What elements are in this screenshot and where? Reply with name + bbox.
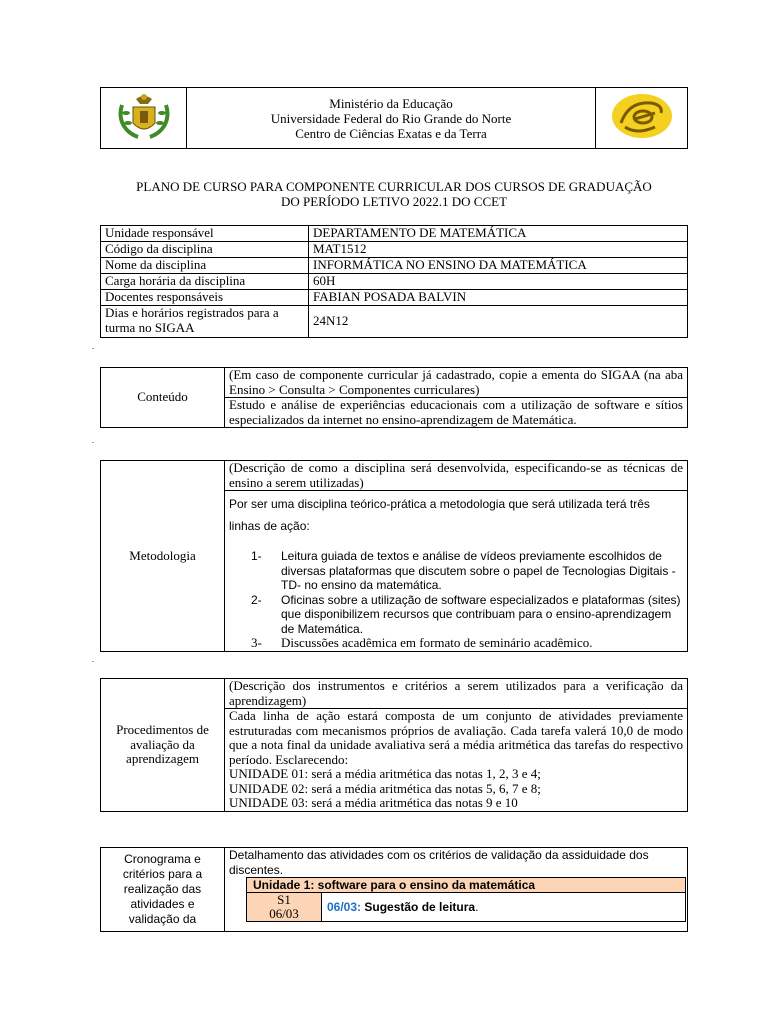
info-value: DEPARTAMENTO DE MATEMÁTICA [309, 226, 688, 242]
left-logo-cell [101, 88, 187, 149]
avaliacao-label: Procedimentos de avaliação da aprendizagem [101, 679, 225, 812]
activity-end: . [475, 900, 479, 914]
title-line-1: PLANO DE CURSO PARA COMPONENTE CURRICULAR DOS CURSOS DE GRADUAÇÃO [136, 179, 652, 194]
avaliacao-text: Cada linha de ação estará composta de um conjunto de atividades previamente estruturadas com mecanismos próprios de avaliação. Cada tarefa valerá 10,0 de modo que a nota final da unidade avaliativa será a média aritmética das tarefas do respectivo período. Esclarecendo: [229, 708, 683, 767]
metodologia-label: Metodologia [101, 461, 225, 652]
cronograma-label: Cronograma e critérios para a realização das atividades e validação da [101, 848, 225, 932]
metodologia-table [100, 460, 688, 652]
info-row [101, 258, 688, 274]
cronograma-table [100, 847, 688, 932]
info-row [101, 290, 688, 306]
info-row [101, 226, 688, 242]
info-row [101, 274, 688, 290]
conteudo-label: Conteúdo [101, 368, 225, 428]
info-row [101, 242, 688, 258]
ministry-name: Ministério da Educação [329, 95, 453, 111]
list-text: Leitura guiada de textos e análise de vídeos previamente escolhidos de diversas plataformas que discutem sobre o papel de Tecnologias Digitais -TD- no ensino da matemática. [281, 549, 676, 592]
info-value: 24N12 [309, 306, 688, 338]
info-label: Nome da disciplina [101, 258, 309, 274]
list-item [229, 636, 683, 651]
info-value: MAT1512 [309, 242, 688, 258]
metodologia-list [229, 549, 683, 651]
activity-cell [322, 893, 686, 922]
institution-name-cell [187, 88, 596, 149]
course-info-table [100, 225, 688, 338]
avaliacao-unit-2: UNIDADE 02: será a média aritmética das notas 5, 6, 7 e 8; [229, 780, 541, 796]
session-cell [247, 893, 322, 922]
info-label: Docentes responsáveis [101, 290, 309, 306]
avaliacao-hint: (Descrição dos instrumentos e critérios a serem utilizados para a verificação da aprendizagem) [225, 679, 688, 709]
info-label: Carga horária da disciplina [101, 274, 309, 290]
list-number: 1- [251, 549, 262, 563]
paragraph-mark: . [92, 436, 94, 445]
info-value: 60H [309, 274, 688, 290]
metodologia-body [225, 491, 688, 652]
avaliacao-unit-3: UNIDADE 03: será a média aritmética das notas 9 e 10 [229, 795, 518, 810]
session-code: S1 [277, 892, 291, 907]
activity-text: Sugestão de leitura [364, 900, 476, 914]
info-label: Código da disciplina [101, 242, 309, 258]
document-title [100, 179, 688, 209]
institution-header [100, 87, 688, 149]
list-text: Discussões acadêmica em formato de seminário acadêmico. [281, 635, 593, 650]
list-item [229, 593, 683, 637]
cronograma-hint: Detalhamento das atividades com os critérios de validação da assiduidade dos discentes. [229, 848, 649, 877]
info-label: Dias e horários registrados para a turma no SIGAA [101, 306, 309, 338]
avaliacao-body [225, 709, 688, 812]
paragraph-mark: . [92, 342, 94, 351]
right-logo-cell [596, 88, 688, 149]
unit-title: Unidade 1: software para o ensino da matemática [247, 878, 686, 893]
metodologia-intro: Por ser uma disciplina teórico-prática a metodologia que será utilizada terá três linhas de ação: [229, 497, 650, 533]
ccet-logo-icon [609, 89, 675, 143]
session-date: 06/03 [269, 906, 299, 921]
metodologia-hint: (Descrição de como a disciplina será desenvolvida, especificando-se as técnicas de ensino a serem utilizadas) [225, 461, 688, 491]
info-row [101, 306, 688, 338]
info-value: FABIAN POSADA BALVIN [309, 290, 688, 306]
list-text: Oficinas sobre a utilização de software especializados e plataformas (sites) que disponibilizem recursos que contribuam para o ensino-aprendizagem de Matemática. [281, 592, 681, 636]
avaliacao-unit-1: UNIDADE 01: será a média aritmética das notas 1, 2, 3 e 4; [229, 766, 541, 781]
info-value: INFORMÁTICA NO ENSINO DA MATEMÁTICA [309, 258, 688, 274]
cronograma-body [225, 848, 688, 932]
avaliacao-table [100, 678, 688, 812]
ufrn-coat-of-arms-icon [116, 91, 172, 141]
conteudo-text: Estudo e análise de experiências educacionais com a utilização de software e sítios especializados da internet no ensino-aprendizagem de Matemática. [225, 398, 688, 428]
paragraph-mark: . [92, 655, 94, 664]
info-label: Unidade responsável [101, 226, 309, 242]
conteudo-table [100, 367, 688, 428]
list-item [229, 549, 683, 593]
list-number: 3- [251, 635, 262, 650]
conteudo-hint: (Em caso de componente curricular já cadastrado, copie a ementa do SIGAA (na aba Ensino > Consulta > Componentes curriculares) [225, 368, 688, 398]
university-name: Universidade Federal do Rio Grande do Norte [270, 110, 512, 126]
list-number: 2- [251, 592, 262, 607]
center-name: Centro de Ciências Exatas e da Terra [295, 125, 487, 141]
title-line-2: DO PERÍODO LETIVO 2022.1 DO CCET [280, 194, 508, 209]
unit-schedule-table [246, 877, 686, 922]
activity-date: 06/03: [327, 900, 362, 914]
